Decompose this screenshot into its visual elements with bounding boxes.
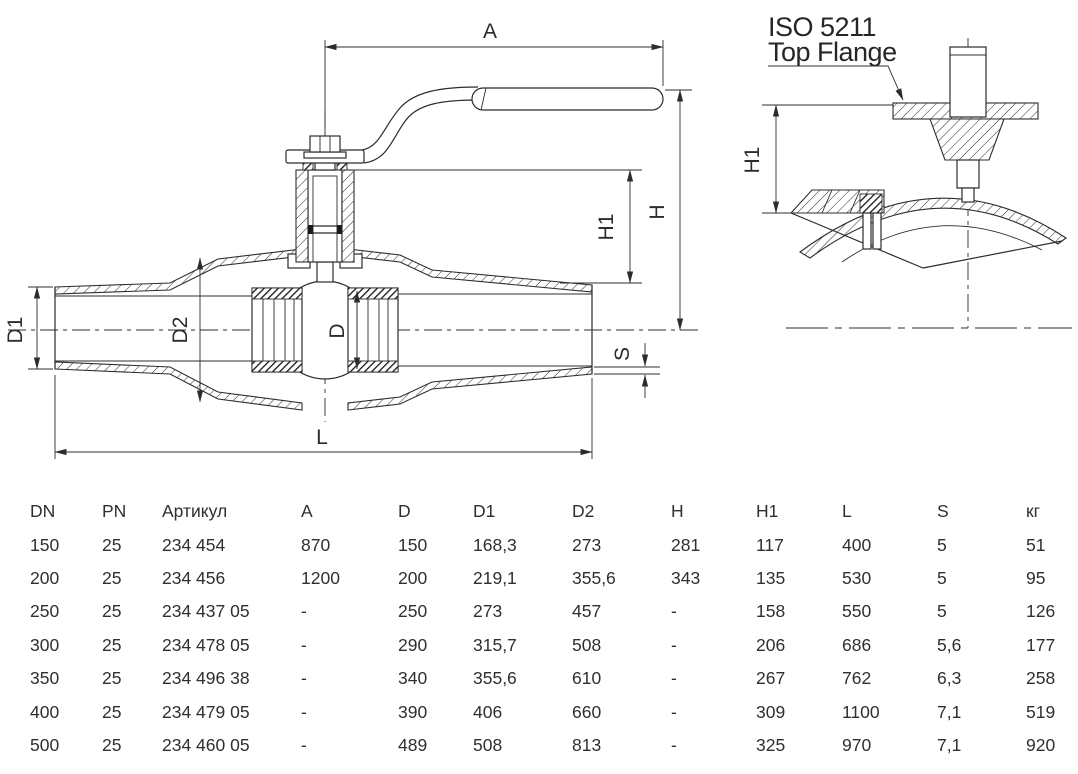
table-cell: - bbox=[671, 734, 677, 755]
table-cell: 250 bbox=[398, 601, 428, 622]
table-cell: 168,3 bbox=[473, 534, 517, 555]
seat-right bbox=[348, 288, 398, 372]
table-cell: 343 bbox=[671, 567, 701, 588]
table-cell: 25 bbox=[102, 701, 122, 722]
table-cell: 920 bbox=[1026, 734, 1056, 755]
table-row bbox=[30, 595, 1078, 628]
table-cell: 5 bbox=[937, 567, 947, 588]
table-cell: 51 bbox=[1026, 534, 1046, 555]
table-row bbox=[30, 562, 1078, 595]
table-cell: - bbox=[301, 634, 307, 655]
column-header: PN bbox=[102, 501, 127, 522]
table-cell: 390 bbox=[398, 701, 428, 722]
table-cell: 762 bbox=[842, 668, 872, 689]
table-cell: 970 bbox=[842, 734, 872, 755]
table-cell: 234 437 05 bbox=[162, 601, 250, 622]
table-cell: 6,3 bbox=[937, 668, 962, 689]
table-cell: 315,7 bbox=[473, 634, 517, 655]
dim-h1 bbox=[354, 170, 642, 283]
handle bbox=[286, 87, 663, 163]
stem-tang bbox=[317, 262, 333, 282]
stem-top bbox=[950, 47, 986, 117]
table-cell: 267 bbox=[756, 668, 786, 689]
table-cell: 5 bbox=[937, 534, 947, 555]
stem-nut bbox=[304, 136, 346, 158]
column-header: D bbox=[398, 501, 411, 522]
table-body bbox=[30, 528, 1078, 762]
table-cell: 870 bbox=[301, 534, 331, 555]
table-row bbox=[30, 629, 1078, 662]
column-header: S bbox=[937, 501, 949, 522]
table-cell: 489 bbox=[398, 734, 428, 755]
table-cell: 158 bbox=[756, 601, 786, 622]
iso-note bbox=[768, 12, 903, 100]
table-cell: 234 460 05 bbox=[162, 734, 250, 755]
column-header: H1 bbox=[756, 501, 779, 522]
dim-label-s: S bbox=[611, 346, 634, 362]
side-centerlines bbox=[786, 38, 1072, 328]
dim-h bbox=[646, 90, 692, 330]
table-cell: 25 bbox=[102, 567, 122, 588]
table-cell: 234 478 05 bbox=[162, 634, 250, 655]
column-header: DN bbox=[30, 501, 56, 522]
table-cell: 1200 bbox=[301, 567, 340, 588]
column-header: A bbox=[301, 501, 313, 522]
table-header-row bbox=[30, 495, 1078, 528]
table-cell: 219,1 bbox=[473, 567, 517, 588]
table-cell: 530 bbox=[842, 567, 872, 588]
table-cell: 519 bbox=[1026, 701, 1056, 722]
table-cell: 281 bbox=[671, 534, 701, 555]
dim-l bbox=[55, 375, 592, 459]
table-cell: 340 bbox=[398, 668, 428, 689]
main-view bbox=[4, 20, 700, 459]
table-cell: 290 bbox=[398, 634, 428, 655]
leader-line bbox=[768, 66, 903, 100]
table-row bbox=[30, 695, 1078, 728]
iso-note-line2: Top Flange bbox=[768, 37, 897, 67]
table-cell: - bbox=[301, 734, 307, 755]
dim-label-d: D bbox=[326, 323, 349, 339]
table-cell: 258 bbox=[1026, 668, 1056, 689]
table-cell: 25 bbox=[102, 601, 122, 622]
table-cell: 273 bbox=[572, 534, 602, 555]
side-view bbox=[741, 12, 1072, 328]
table-cell: 406 bbox=[473, 701, 503, 722]
table-cell: 300 bbox=[30, 634, 60, 655]
table-cell: 234 479 05 bbox=[162, 701, 250, 722]
table-cell: 508 bbox=[572, 634, 602, 655]
flange-neck bbox=[930, 119, 1004, 160]
handle-grip bbox=[472, 88, 663, 110]
table-cell: 25 bbox=[102, 734, 122, 755]
table-cell: - bbox=[671, 668, 677, 689]
table-cell: 117 bbox=[756, 534, 784, 555]
table-row bbox=[30, 495, 1078, 528]
table-cell: - bbox=[301, 601, 307, 622]
iso-flange bbox=[893, 47, 1038, 202]
column-header: L bbox=[842, 501, 852, 522]
table-cell: 1100 bbox=[842, 701, 880, 722]
table-cell: 355,6 bbox=[473, 668, 517, 689]
table-cell: 250 bbox=[30, 601, 60, 622]
stem-assembly bbox=[288, 150, 362, 268]
table-cell: - bbox=[671, 634, 677, 655]
dim-label-l: L bbox=[316, 426, 328, 449]
table-cell: 355,6 bbox=[572, 567, 616, 588]
table-cell: 95 bbox=[1026, 567, 1046, 588]
seat-left bbox=[252, 288, 302, 372]
table-row bbox=[30, 662, 1078, 695]
table-cell: 400 bbox=[842, 534, 872, 555]
dim-s bbox=[594, 343, 660, 398]
table-cell: - bbox=[301, 701, 307, 722]
table-cell: 273 bbox=[473, 601, 503, 622]
table-cell: 177 bbox=[1026, 634, 1056, 655]
table-cell: 610 bbox=[572, 668, 602, 689]
column-header: D1 bbox=[473, 501, 496, 522]
table-cell: 135 bbox=[756, 567, 786, 588]
table-row bbox=[30, 528, 1078, 561]
table-cell: 25 bbox=[102, 534, 122, 555]
dimension-table bbox=[30, 495, 1078, 762]
column-header: H bbox=[671, 501, 684, 522]
table-cell: 400 bbox=[30, 701, 60, 722]
column-header: Артикул bbox=[162, 501, 228, 522]
table-cell: 7,1 bbox=[937, 734, 962, 755]
dim-label-h1: H1 bbox=[595, 213, 618, 241]
table-cell: 150 bbox=[30, 534, 60, 555]
column-header: кг bbox=[1026, 501, 1041, 522]
dim-label-h: H bbox=[646, 204, 669, 220]
table-cell: 309 bbox=[756, 701, 786, 722]
table-cell: 660 bbox=[572, 701, 602, 722]
dim-label-d1: D1 bbox=[4, 316, 27, 344]
gland-packing bbox=[860, 194, 882, 213]
table-cell: 126 bbox=[1026, 601, 1056, 622]
table-cell: 325 bbox=[756, 734, 786, 755]
table-cell: 25 bbox=[102, 634, 122, 655]
table-cell: - bbox=[671, 601, 677, 622]
table-cell: 5,6 bbox=[937, 634, 962, 655]
table-cell: 200 bbox=[398, 567, 428, 588]
table-cell: 7,1 bbox=[937, 701, 962, 722]
table-cell: 150 bbox=[398, 534, 428, 555]
table-cell: 550 bbox=[842, 601, 872, 622]
table-cell: 813 bbox=[572, 734, 602, 755]
table-cell: 5 bbox=[937, 601, 947, 622]
table-cell: 234 456 bbox=[162, 567, 226, 588]
column-header: D2 bbox=[572, 501, 595, 522]
table-cell: 686 bbox=[842, 634, 872, 655]
dim-d1 bbox=[4, 287, 53, 369]
table-cell: 234 454 bbox=[162, 534, 226, 555]
table-cell: - bbox=[671, 701, 677, 722]
table-cell: 350 bbox=[30, 668, 60, 689]
table-cell: - bbox=[301, 668, 307, 689]
iso-note-line1: ISO 5211 bbox=[768, 12, 877, 42]
table-cell: 25 bbox=[102, 668, 122, 689]
table-cell: 234 496 38 bbox=[162, 668, 250, 689]
table-cell: 200 bbox=[30, 567, 60, 588]
table-cell: 508 bbox=[473, 734, 503, 755]
dim-label-h1-side: H1 bbox=[741, 146, 764, 174]
table-cell: 457 bbox=[572, 601, 602, 622]
dim-label-d2: D2 bbox=[169, 316, 192, 344]
dim-label-a: A bbox=[482, 20, 498, 43]
table-row bbox=[30, 729, 1078, 762]
dim-a bbox=[325, 20, 663, 134]
table-cell: 500 bbox=[30, 734, 60, 755]
table-cell: 206 bbox=[756, 634, 786, 655]
